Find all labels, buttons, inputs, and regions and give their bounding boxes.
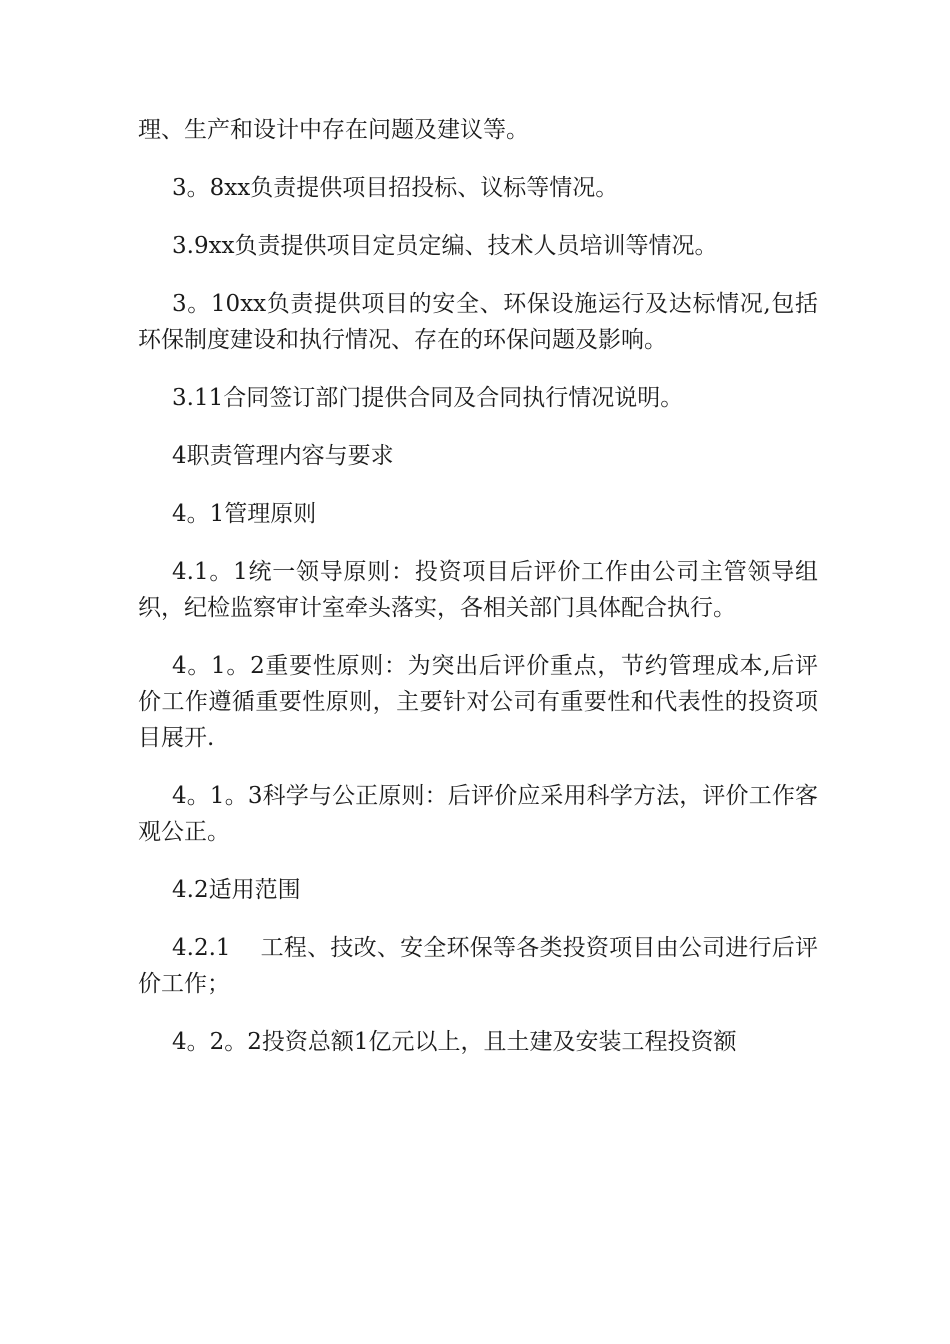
- paragraph: 3。8xx负责提供项目招投标、议标等情况。: [172, 175, 619, 201]
- paragraph: 3.9xx负责提供项目定员定编、技术人员培训等情况。: [172, 233, 718, 259]
- paragraph: 4。1。2重要性原则：为突出后评价重点，节约管理成本,后评价工作遵循重要性原则，主要针对公司有重要性和代表性的投资项目展开.: [138, 653, 818, 751]
- paragraph: 4。1。3科学与公正原则：后评价应采用科学方法，评价工作客观公正。: [138, 783, 818, 845]
- section-heading: 4职责管理内容与要求: [172, 443, 394, 469]
- subsection-heading: 4.2适用范围: [172, 877, 301, 903]
- paragraph: 3。10xx负责提供项目的安全、环保设施运行及达标情况,包括环保制度建设和执行情况、存在的环保问题及影响。: [138, 291, 818, 353]
- document-body: [138, 112, 818, 1082]
- paragraph: 3.11合同签订部门提供合同及合同执行情况说明。: [172, 385, 684, 411]
- subsection-heading: 4。1管理原则: [172, 501, 317, 527]
- paragraph: 理、生产和设计中存在问题及建议等。: [138, 117, 529, 143]
- paragraph: 4.2.1 工程、技改、安全环保等各类投资项目由公司进行后评价工作；: [138, 935, 818, 997]
- paragraph: 4.1。1统一领导原则：投资项目后评价工作由公司主管领导组织，纪检监察审计室牵头落实，各相关部门具体配合执行。: [138, 559, 818, 621]
- paragraph: 4。2。2投资总额1亿元以上，且土建及安装工程投资额: [172, 1029, 737, 1055]
